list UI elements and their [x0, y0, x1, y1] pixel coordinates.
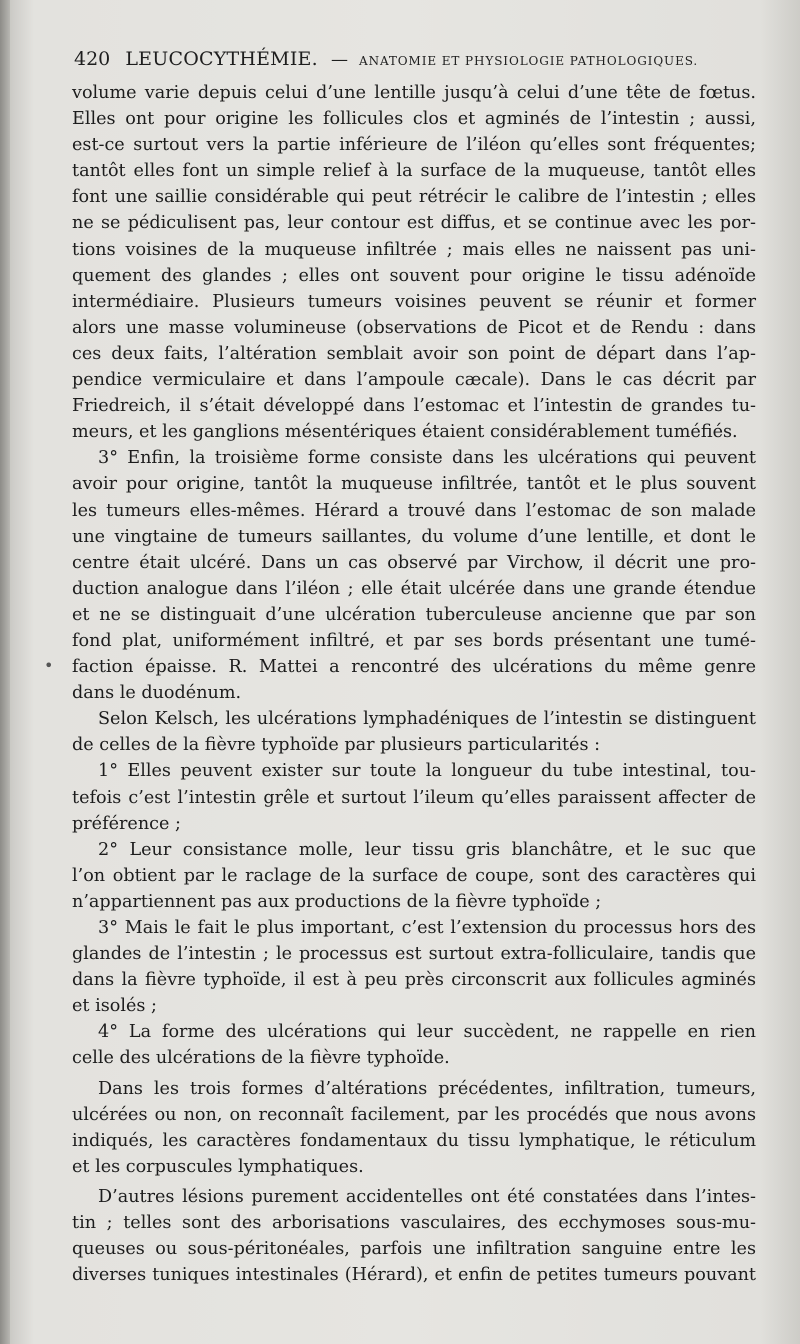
running-dash: —	[330, 50, 348, 70]
text-line: glandes de l’intestin ; le processus est surtout extra-folliculaire, tandis que	[72, 944, 756, 965]
text-line: et isolés ;	[72, 996, 157, 1017]
text-line: préférence ;	[72, 813, 181, 834]
text-line: est-ce surtout vers la partie inférieure de l’iléon qu’elles sont fréquentes;	[72, 135, 756, 156]
text-line: dans la fièvre typhoïde, il est à peu près circonscrit aux follicules agminés	[72, 970, 756, 991]
text-line: tin ; telles sont des arborisations vasculaires, des ecchymoses sous-mu-	[72, 1213, 756, 1234]
text-line: indiqués, les caractères fondamentaux du tissu lymphatique, le réticulum	[72, 1130, 756, 1151]
text-line: volume varie depuis celui d’une lentille jusqu’à celui d’une tête de fœtus.	[72, 83, 756, 103]
text-line: font une saillie considérable qui peut rétrécir le calibre de l’intestin ; elles	[72, 187, 756, 208]
text-line: pendice vermiculaire et dans l’ampoule cæcale). Dans le cas décrit par	[72, 370, 756, 391]
running-title: LEUCOCYTHÉMIE.	[125, 48, 318, 70]
text-line: 2° Leur consistance molle, leur tissu gris blanchâtre, et le suc que	[98, 839, 756, 860]
text-line: Elles ont pour origine les follicules clos et agminés de l’intestin ; aussi,	[72, 109, 756, 130]
text-line: tefois c’est l’intestin grêle et surtout l’ileum qu’elles paraissent affecter de	[72, 787, 756, 808]
text-line: intermédiaire. Plusieurs tumeurs voisines peuvent se réunir et former	[72, 291, 756, 312]
text-line: diverses tuniques intestinales (Hérard), et enfin de petites tumeurs pouvant	[72, 1265, 756, 1286]
text-line: 4° La forme des ulcérations qui leur succèdent, ne rappelle en rien	[98, 1022, 756, 1043]
text-line: n’appartiennent pas aux productions de la fièvre typhoïde ;	[72, 891, 602, 912]
page-number: 420	[74, 48, 111, 70]
text-line: fond plat, uniformément infiltré, et par ses bords présentant une tumé-	[72, 630, 756, 651]
text-line: dans le duodénum.	[72, 683, 242, 704]
text-line: faction épaisse. R. Mattei a rencontré des ulcérations du même genre	[72, 657, 756, 678]
text-line: 3° Mais le fait le plus important, c’est l’extension du processus hors des	[98, 918, 756, 938]
text-line: Friedreich, il s’était développé dans l’estomac et l’intestin de grandes tu-	[72, 396, 756, 417]
text-line: Selon Kelsch, les ulcérations lymphadéniques de l’intestin se distinguent	[98, 709, 756, 730]
binding-edge	[0, 0, 10, 1344]
text-line: ulcérées ou non, on reconnaît facilement, par les procédés que nous avons	[72, 1104, 756, 1125]
text-line: meurs, et les ganglions mésentériques étaient considérablement tuméfiés.	[72, 422, 738, 443]
text-line: 3° Enfin, la troisième forme consiste dans les ulcérations qui peuvent	[98, 448, 756, 469]
text-line: alors une masse volumineuse (observations de Picot et de Rendu : dans	[72, 317, 756, 338]
text-line: et les corpuscules lymphatiques.	[72, 1156, 364, 1177]
text-line: queuses ou sous-péritonéales, parfois une infiltration sanguine entre les	[72, 1239, 756, 1260]
running-header	[74, 48, 699, 70]
text-line: tantôt elles font un simple relief à la surface de la muqueuse, tantôt elles	[72, 161, 756, 182]
text-line: tions voisines de la muqueuse infiltrée ; mais elles ne naissent pas uni-	[72, 239, 756, 260]
text-line: D’autres lésions purement accidentelles ont été constatées dans l’intes-	[98, 1186, 756, 1207]
text-line: 1° Elles peuvent exister sur toute la longueur du tube intestinal, tou-	[98, 761, 756, 782]
text-line: quement des glandes ; elles ont souvent pour origine le tissu adénoïde	[72, 265, 756, 286]
body-text	[72, 80, 756, 1288]
text-line: celle des ulcérations de la fièvre typhoïde.	[72, 1048, 450, 1069]
text-line: Dans les trois formes d’altérations précédentes, infiltration, tumeurs,	[98, 1078, 756, 1099]
text-line: une vingtaine de tumeurs saillantes, du volume d’une lentille, et dont le	[72, 526, 756, 547]
text-line: avoir pour origine, tantôt la muqueuse infiltrée, tantôt et le plus souvent	[72, 474, 756, 495]
text-line: ces deux faits, l’altération semblait avoir son point de départ dans l’ap-	[72, 343, 756, 364]
text-line: les tumeurs elles-mêmes. Hérard a trouvé dans l’estomac de son malade	[72, 500, 756, 521]
text-line: de celles de la fièvre typhoïde par plusieurs particularités :	[72, 735, 601, 756]
running-subtitle: ANATOMIE ET PHYSIOLOGIE PATHOLOGIQUES.	[359, 54, 699, 68]
margin-mark: •	[44, 656, 54, 675]
text-line: et ne se distinguait d’une ulcération tuberculeuse ancienne que par son	[72, 604, 756, 625]
text-line: centre était ulcéré. Dans un cas observé par Virchow, il décrit une pro-	[72, 552, 756, 573]
text-line: duction analogue dans l’iléon ; elle était ulcérée dans une grande étendue	[72, 578, 756, 599]
text-line: ne se pédiculisent pas, leur contour est diffus, et se continue avec les por-	[72, 213, 756, 234]
text-line: l’on obtient par le raclage de la surface de coupe, sont des caractères qui	[72, 865, 756, 886]
